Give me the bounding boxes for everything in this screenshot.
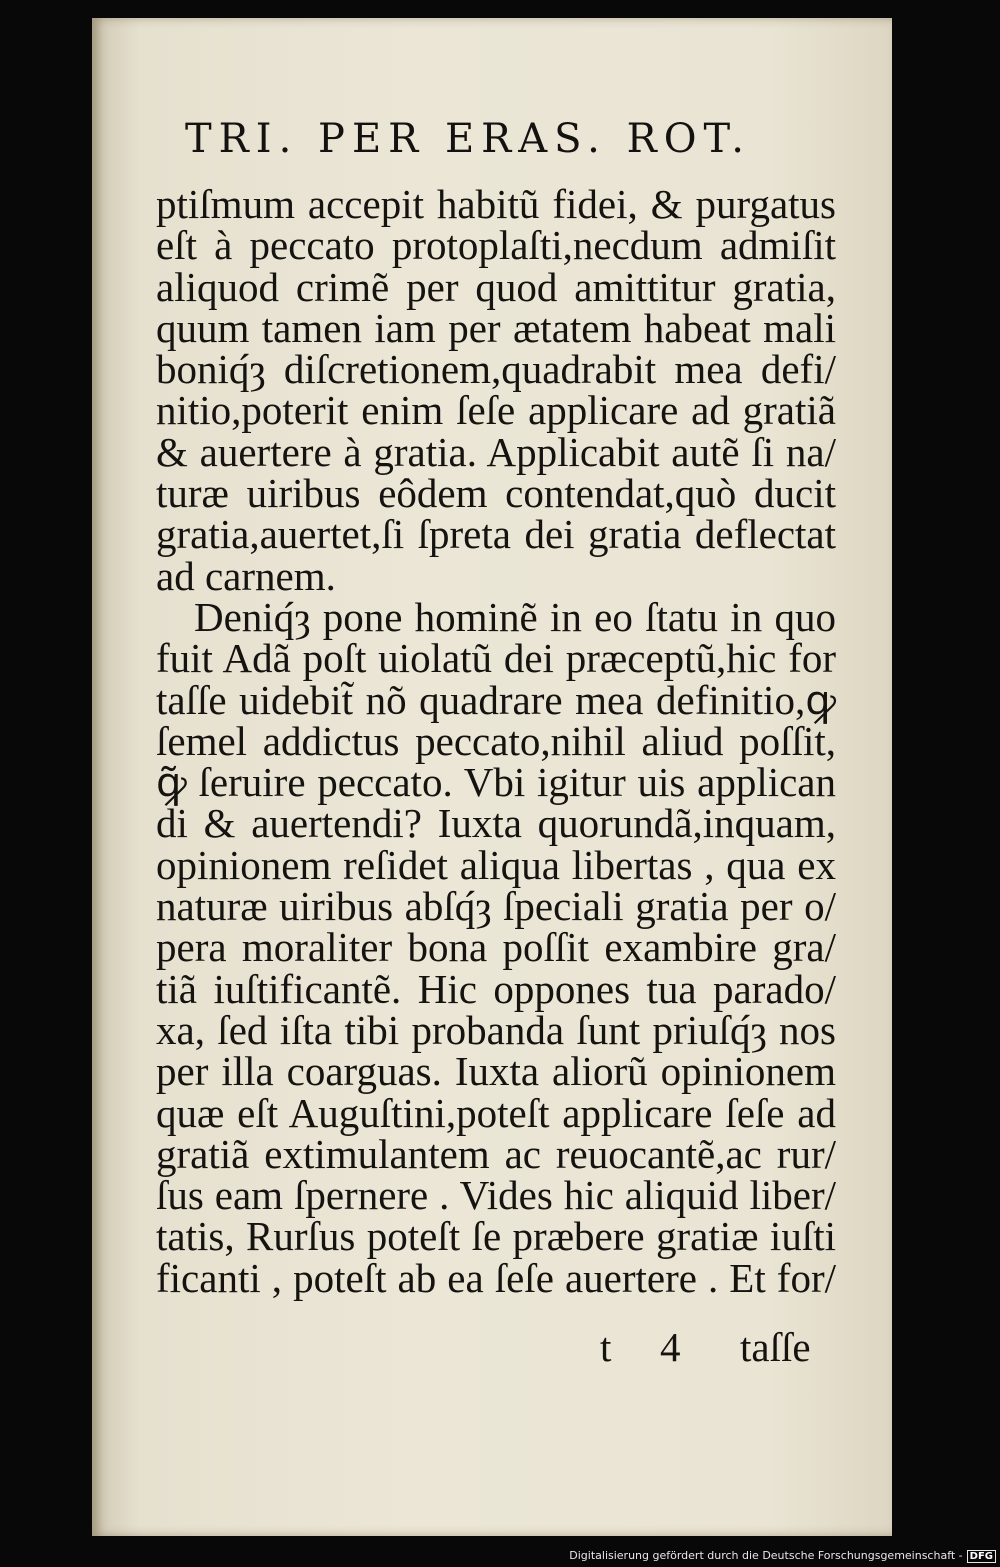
text-line: taſſe uidebit̃ nõ quadrare mea definitio,ꝙ — [156, 676, 836, 723]
text-line: gratiã extimulantem ac reuocantẽ,ac rur/ — [156, 1130, 836, 1177]
body-text — [156, 181, 836, 1301]
book-page — [92, 18, 892, 1536]
signature-number: 4 — [660, 1324, 681, 1370]
text-line: ſemel addictus peccato,nihil aliud poſſit, — [156, 717, 836, 764]
text-line: per illa coarguas. Iuxta aliorũ opinionem — [156, 1048, 836, 1095]
catchword: taſſe — [740, 1324, 811, 1370]
running-head: TRI. PER ERAS. ROT. — [185, 116, 752, 162]
dfg-logo: DFG — [967, 1550, 996, 1563]
text-line: boniq́ȝ diſcretionem,quadrabit mea defi/ — [156, 346, 836, 393]
credit-text: Digitalisierung gefördert durch die Deutsche Forschungsgemeinschaft - — [569, 1549, 963, 1562]
text-line: eſt à peccato protoplaſti,necdum admiſit — [156, 222, 836, 269]
text-line: opinionem reſidet aliqua libertas , qua ex — [156, 841, 836, 888]
text-line: xa, ſed iſta tibi probanda ſunt priuſq́ȝ nos — [156, 1006, 836, 1053]
text-line: nitio,poterit enim ſeſe applicare ad gratiã — [156, 387, 836, 434]
text-line: aliquod crimẽ per quod amittitur gratia, — [156, 263, 836, 310]
text-line: tatis, Rurſus poteſt ſe præbere gratiæ iuſti — [156, 1213, 836, 1260]
digitization-credit — [569, 1549, 996, 1563]
text-line: quæ eſt Auguſtini,poteſt applicare ſeſe ad — [156, 1089, 836, 1136]
text-line: pera moraliter bona poſſit exambire gra/ — [156, 924, 836, 971]
signature-mark: t — [600, 1324, 612, 1370]
text-line: di & auertendi? Iuxta quorundã,inquam, — [156, 800, 836, 847]
text-line: naturæ uiribus abſq́ȝ ſpeciali gratia per o/ — [156, 883, 836, 930]
text-line: ad carnem. — [156, 552, 336, 599]
text-line: ꝙ̃ ſeruire peccato. Vbi igitur uis applican — [156, 759, 836, 806]
text-line: ptiſmum accepit habitũ fidei, & purgatus — [156, 181, 836, 227]
text-line: Deniq́ȝ pone hominẽ in eo ſtatu in quo — [194, 593, 836, 640]
text-line: tiã iuſtificantẽ. Hic oppones tua parado/ — [156, 965, 836, 1012]
text-line: ficanti , poteſt ab ea ſeſe auertere . Et for/ — [156, 1254, 836, 1301]
text-line: gratia,auertet,ſi ſpreta dei gratia deflectat — [156, 511, 836, 558]
text-line: ſus eam ſpernere . Vides hic aliquid liber/ — [156, 1172, 836, 1219]
text-line: & auertere à gratia. Applicabit autẽ ſi na/ — [156, 428, 836, 475]
text-line: fuit Adã poſt uiolatũ dei præceptũ,hic for — [156, 635, 836, 682]
text-line: turæ uiribus eôdem contendat,quò ducit — [156, 470, 836, 517]
text-line: quum tamen iam per ætatem habeat mali — [156, 304, 836, 351]
